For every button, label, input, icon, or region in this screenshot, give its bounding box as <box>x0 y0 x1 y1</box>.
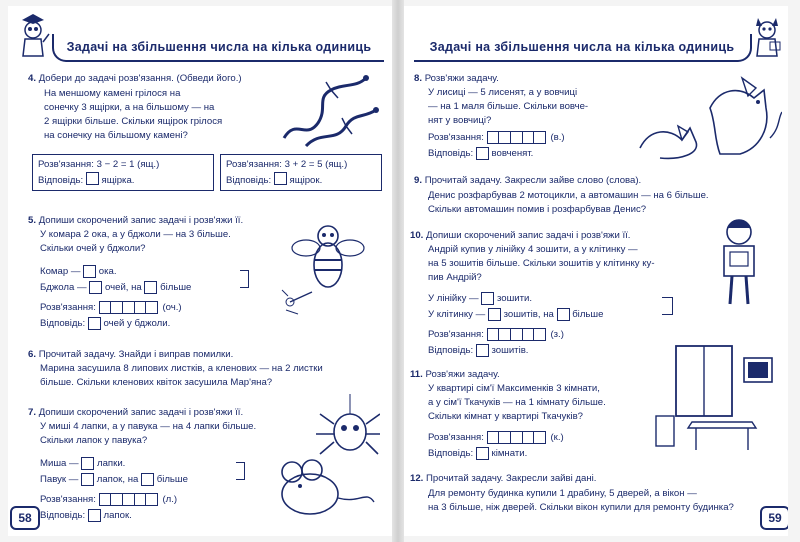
answer-box[interactable] <box>476 147 489 160</box>
input-box[interactable] <box>81 457 94 470</box>
task-8-heading: 8. Розв'яжи задачу. <box>414 73 499 84</box>
short-record-2: У клітинку — зошитів, на більше <box>428 308 604 320</box>
lizards-illustration <box>276 68 386 150</box>
task-10-line: Андрій купив у лінійку 4 зошити, а у клітинку — <box>428 244 638 255</box>
task-5-heading: 5. Допиши скорочений запис задачі і розв'яжи її. <box>28 215 244 226</box>
answer-row: Відповідь: лапок. <box>40 509 132 521</box>
page-title: Задачі на збільшення числа на кілька одиниць <box>414 34 752 62</box>
task-10-line: пив Андрій? <box>428 272 482 283</box>
task-12-heading: 12. Прочитай задачу. Закресли зайві дані. <box>410 473 597 484</box>
short-record-2: Павук — лапок, на більше <box>40 473 188 485</box>
solution-cells[interactable] <box>488 131 547 144</box>
right-page <box>404 6 788 536</box>
answer-box[interactable] <box>88 317 101 330</box>
task-11-heading: 11. Розв'яжи задачу. <box>410 369 500 380</box>
solution-cells[interactable] <box>100 493 159 506</box>
input-box[interactable] <box>89 281 102 294</box>
bee-mosquito-illustration <box>278 210 378 320</box>
answer-row: Відповідь: очей у бджоли. <box>40 317 171 329</box>
task-8-line: У лисиці — 5 лисенят, а у вовчиці <box>428 87 578 98</box>
left-page <box>8 6 392 536</box>
task-6-heading: 6. Прочитай задачу. Знайди і виправ помилки. <box>28 349 234 360</box>
task-6-line: Марина засушила 8 липових листків, а кленових — на 2 листки <box>40 363 323 374</box>
book-gutter <box>392 0 404 542</box>
task-5-line: Скільки очей у бджоли? <box>40 243 146 254</box>
short-record-2: Бджола — очей, на більше <box>40 281 192 293</box>
solution-row: Розв'язання: (в.) <box>428 131 565 143</box>
bracket-arrow <box>240 270 249 288</box>
short-record-1: Комар — ока. <box>40 265 117 277</box>
task-5-line: У комара 2 ока, а у бджоли — на 3 більше. <box>40 229 231 240</box>
answer-row: Відповідь: зошитів. <box>428 344 529 356</box>
task-6-line: більше. Скільки кленових квіток засушила Мар'яна? <box>40 377 273 388</box>
input-box[interactable] <box>83 265 96 278</box>
solution-row: Розв'язання: (оч.) <box>40 301 182 313</box>
input-box[interactable] <box>557 308 570 321</box>
input-box[interactable] <box>481 292 494 305</box>
task-4-line: На меншому камені грілося на <box>44 88 181 99</box>
answer-box[interactable] <box>476 447 489 460</box>
answer-box[interactable] <box>274 172 287 185</box>
short-record-1: У лінійку — зошити. <box>428 292 533 304</box>
page-number: 58 <box>10 506 40 530</box>
solution-cells[interactable] <box>488 431 547 444</box>
input-box[interactable] <box>488 308 501 321</box>
task-8-line: нят у вовчиці? <box>428 115 492 126</box>
page-title: Задачі на збільшення числа на кілька одиниць <box>52 34 384 62</box>
solution-option-2[interactable]: Розв'язання: 3 + 2 = 5 (ящ.) Відповідь: ящірок. <box>220 154 382 191</box>
short-record-1: Миша — лапки. <box>40 457 126 469</box>
room-furniture-illustration <box>652 342 782 452</box>
task-10-line: на 5 зошитів більше. Скільки зошитів у клітинку ку- <box>428 258 655 269</box>
page-number: 59 <box>760 506 788 530</box>
solution-row: Розв'язання: (з.) <box>428 328 564 340</box>
solution-row: Розв'язання: (к.) <box>428 431 564 443</box>
task-11-line: У квартирі сім'ї Максименків 3 кімнати, <box>428 383 600 394</box>
answer-box[interactable] <box>476 344 489 357</box>
input-box[interactable] <box>141 473 154 486</box>
answer-box[interactable] <box>86 172 99 185</box>
boy-with-notebooks-illustration <box>704 216 774 310</box>
task-9-line: Скільки автомашин помив і розфарбував Денис? <box>428 204 647 215</box>
task-4-line: сонечку 3 ящірки, а на більшому — на <box>44 102 215 113</box>
owl-teacher-icon <box>16 12 50 58</box>
solution-cells[interactable] <box>488 328 547 341</box>
task-12-line: на 3 більше, ніж дверей. Скільки вікон купили для ремонту будинка? <box>428 502 734 513</box>
task-11-line: Скільки кімнат у квартирі Ткачуків? <box>428 411 584 422</box>
solution-cells[interactable] <box>100 301 159 314</box>
answer-box[interactable] <box>88 509 101 522</box>
bracket-arrow <box>662 297 673 315</box>
task-4-line: на сонечку на більшому камені? <box>44 130 188 141</box>
task-7-heading: 7. Допиши скорочений запис задачі і розв'яжи її. <box>28 407 244 418</box>
task-10-heading: 10. Допиши скорочений запис задачі і розв'яжи її. <box>410 230 631 241</box>
bracket-arrow <box>236 462 245 480</box>
task-4-line: 2 ящірки більше. Скільки ящірок грілося <box>44 116 223 127</box>
task-7-line: У миші 4 лапки, а у павука — на 4 лапки більше. <box>40 421 257 432</box>
task-9-line: Денис розфарбував 2 мотоцикли, а автомашин — на 6 більше. <box>428 190 709 201</box>
cat-teacher-icon <box>750 12 784 58</box>
solution-option-1[interactable]: Розв'язання: 3 − 2 = 1 (ящ.) Відповідь: ящірка. <box>32 154 214 191</box>
task-8-line: — на 1 маля більше. Скільки вовче- <box>428 101 589 112</box>
task-12-line: Для ремонту будинка купили 1 драбину, 5 дверей, а вікон — <box>428 488 697 499</box>
input-box[interactable] <box>81 473 94 486</box>
task-9-heading: 9. Прочитай задачу. Закресли зайве слово (слова). <box>414 175 642 186</box>
answer-row: Відповідь: вовченят. <box>428 147 534 159</box>
task-4-heading: 4. Добери до задачі розв'язання. (Обведи його.) <box>28 73 242 84</box>
solution-row: Розв'язання: (л.) <box>40 493 178 505</box>
fox-wolf-illustration <box>630 68 782 164</box>
task-7-line: Скільки лапок у павука? <box>40 435 148 446</box>
answer-row: Відповідь: кімнати. <box>428 447 528 459</box>
task-11-line: а у сім'ї Ткачуків — на 1 кімнату більше. <box>428 397 606 408</box>
input-box[interactable] <box>144 281 157 294</box>
spider-mouse-illustration <box>270 394 380 524</box>
